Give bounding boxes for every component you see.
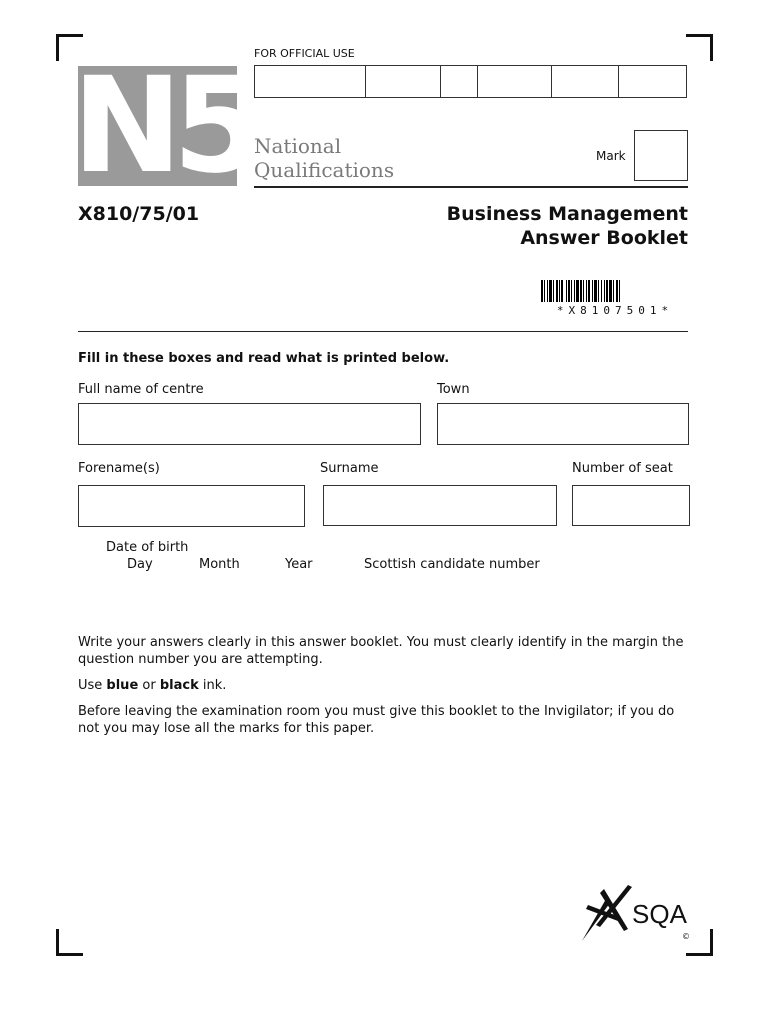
official-use-boxes	[254, 65, 687, 98]
ink-text-suffix: ink.	[198, 678, 227, 693]
paper-title-line-1: Business Management	[446, 203, 688, 225]
forename-label: Forename(s)	[78, 461, 160, 476]
sqa-logo	[580, 885, 692, 943]
ink-text-or: or	[138, 678, 160, 693]
day-label: Day	[127, 557, 153, 572]
centre-label: Full name of centre	[78, 382, 204, 397]
town-label: Town	[437, 382, 470, 397]
barcode-text: *X8107501*	[556, 304, 674, 317]
official-use-cell[interactable]	[366, 66, 441, 97]
instruction-ink	[78, 677, 690, 694]
sqa-wordmark: SQA	[632, 899, 687, 929]
seat-number-label: Number of seat	[572, 461, 673, 476]
forename-field[interactable]	[78, 485, 305, 527]
instruction-invigilator: Before leaving the examination room you must give this booklet to the Invigilator; if you do not you may lose all the marks for this paper.	[78, 704, 675, 736]
centre-name-field[interactable]	[78, 403, 421, 445]
national-qualifications-wordmark	[254, 134, 394, 182]
official-use-cell[interactable]	[552, 66, 619, 97]
barcode-space	[620, 280, 622, 302]
n5-logo: N5	[72, 49, 255, 203]
scottish-candidate-number-label: Scottish candidate number	[364, 557, 540, 572]
copyright-mark: ©	[682, 932, 690, 941]
month-label: Month	[199, 557, 240, 572]
ink-text-prefix: Use	[78, 678, 107, 693]
ink-color-blue: blue	[106, 678, 139, 693]
nq-line-1: National	[254, 134, 342, 158]
paper-code: X810/75/01	[78, 203, 200, 225]
surname-field[interactable]	[323, 485, 557, 526]
official-use-cell[interactable]	[478, 66, 552, 97]
barcode	[541, 280, 689, 302]
mark-label: Mark	[596, 149, 626, 163]
paper-title-line-2: Answer Booklet	[520, 227, 688, 249]
instruction-answers: Write your answers clearly in this answer booklet. You must clearly identify in the margin the question number you are attempting.	[78, 635, 684, 667]
year-label: Year	[285, 557, 313, 572]
crop-mark-top-right	[686, 34, 713, 61]
ink-color-black: black	[159, 678, 199, 693]
date-of-birth-label: Date of birth	[106, 540, 189, 555]
town-field[interactable]	[437, 403, 689, 445]
nq-line-2: Qualifications	[254, 158, 395, 182]
saltire-icon	[582, 885, 632, 941]
header-divider	[254, 186, 688, 188]
section-divider	[78, 331, 688, 332]
official-use-label: FOR OFFICIAL USE	[254, 47, 355, 60]
mark-box[interactable]	[634, 130, 688, 181]
official-use-cell[interactable]	[255, 66, 366, 97]
form-instruction: Fill in these boxes and read what is printed below.	[78, 351, 450, 366]
official-use-cell[interactable]	[619, 66, 686, 97]
seat-number-field[interactable]	[572, 485, 690, 526]
official-use-cell[interactable]	[441, 66, 478, 97]
surname-label: Surname	[320, 461, 379, 476]
crop-mark-bottom-left	[56, 929, 83, 956]
